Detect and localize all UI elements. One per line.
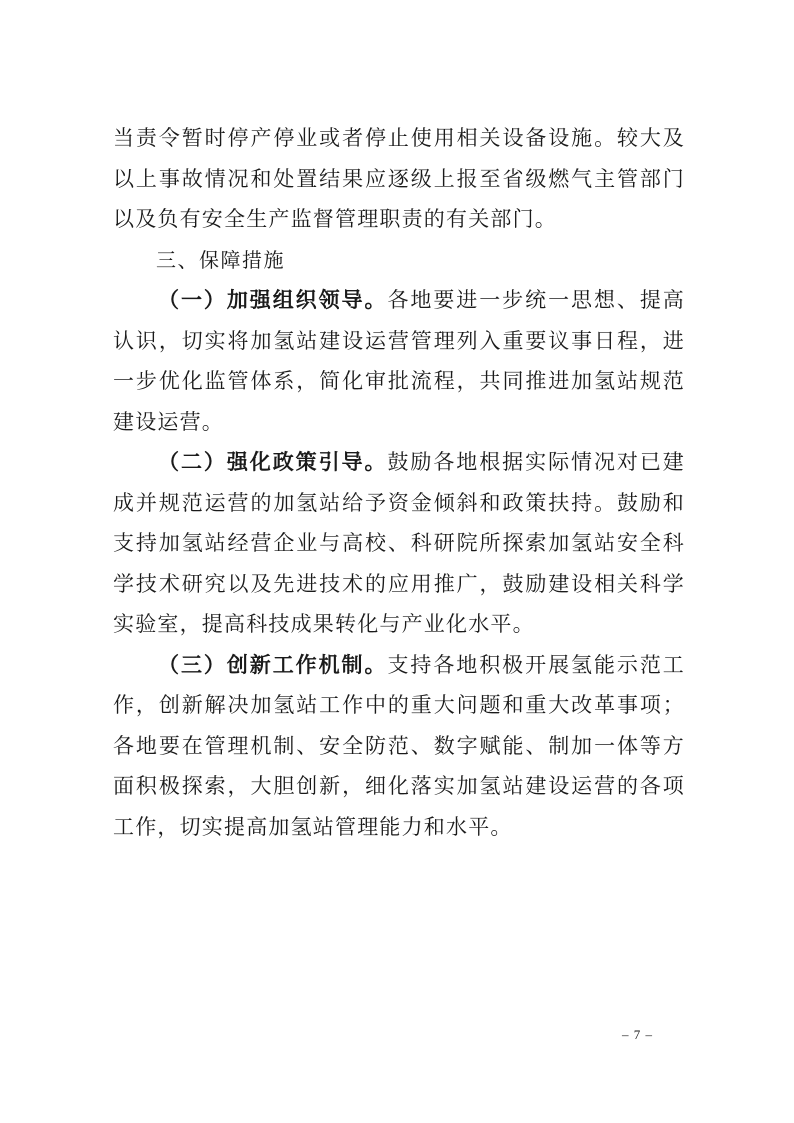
page-number: – 7 – bbox=[622, 1027, 653, 1042]
measure-text-3: 支持各地积极开展氢能示范工作，创新解决加氢站工作中的重大问题和重大改革事项；各地要在管理机制、安全防范、数字赋能、制加一体等方面积极探索，大胆创新，细化落实加氢站建设运营的各项工作，切实提高加氢站管理能力和水平。 bbox=[113, 652, 685, 839]
measure-paragraph-2 bbox=[113, 442, 685, 645]
measure-title-3: （三）创新工作机制。 bbox=[158, 652, 388, 677]
measure-paragraph-1 bbox=[113, 280, 685, 442]
measure-text-2: 鼓励各地根据实际情况对已建成并规范运营的加氢站给予资金倾斜和政策扶持。鼓励和支持加氢站经营企业与高校、科研院所探索加氢站安全科学技术研究以及先进技术的应用推广，鼓励建设相关科学实验室，提高科技成果转化与产业化水平。 bbox=[113, 450, 685, 636]
measure-paragraph-3 bbox=[113, 645, 685, 848]
measure-text-1: 各地要进一步统一思想、提高认识，切实将加氢站建设运营管理列入重要议事日程，进一步优化监管体系，简化审批流程，共同推进加氢站规范建设运营。 bbox=[113, 288, 685, 434]
section-heading: 三、保障措施 bbox=[156, 247, 285, 272]
measure-title-2: （二）强化政策引导。 bbox=[158, 450, 388, 474]
page-body bbox=[113, 118, 685, 847]
intro-paragraph: 当责令暂时停产停业或者停止使用相关设备设施。较大及以上事故情况和处置结果应逐级上报至省级燃气主管部门以及负有安全生产监督管理职责的有关部门。 bbox=[113, 126, 685, 231]
measure-title-1: （一）加强组织领导。 bbox=[158, 288, 388, 312]
